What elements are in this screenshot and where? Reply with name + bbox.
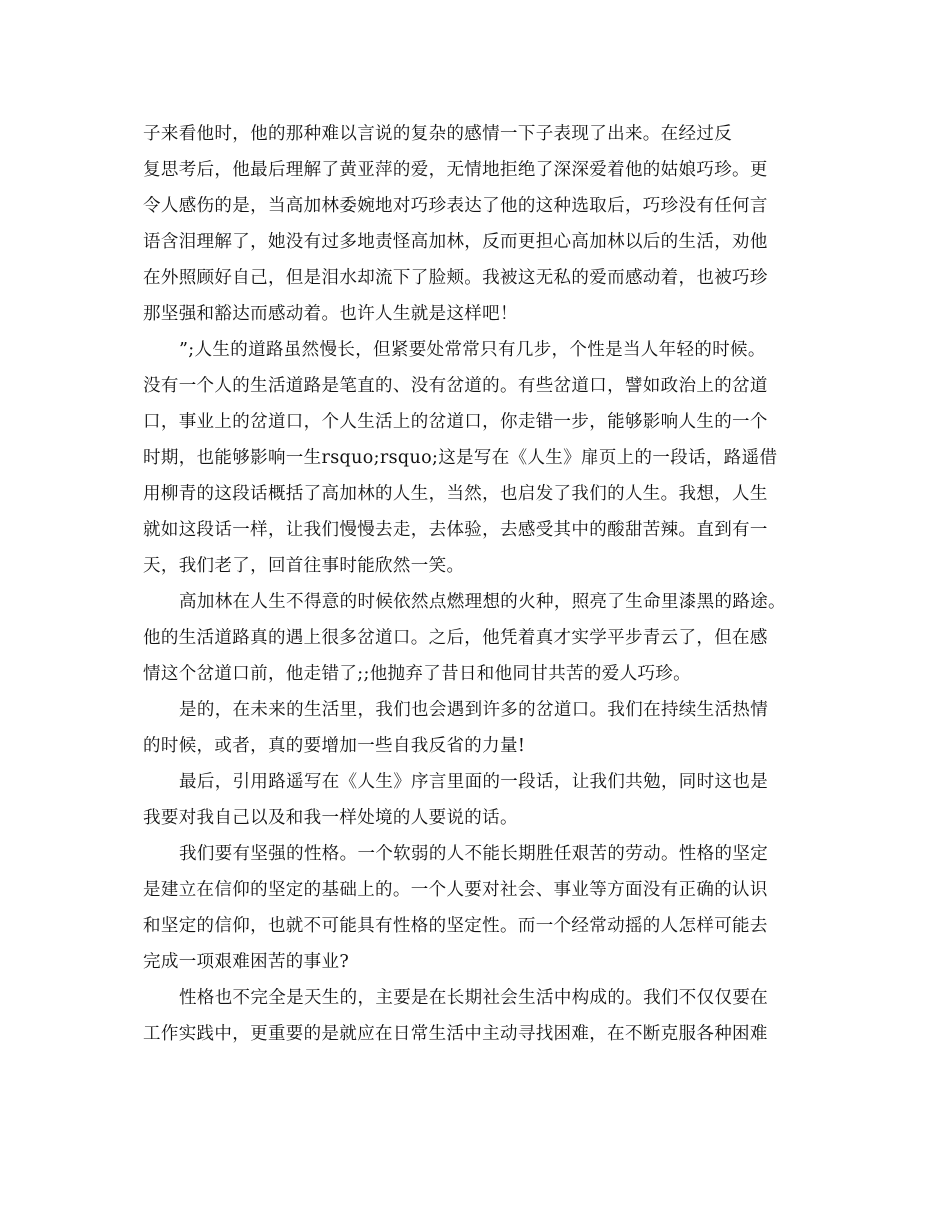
text-line: 没有一个人的生活道路是笔直的、没有岔道的。有些岔道口，譬如政治上的岔道 [143, 376, 768, 396]
paragraph-start-line: 高加林在人生不得意的时候依然点燃理想的火种，照亮了生命里漆黑的路途。 [179, 592, 786, 612]
text-line: 语含泪理解了，她没有过多地责怪高加林，反而更担心高加林以后的生活，劝他 [143, 232, 768, 252]
paragraph-start-line: 是的，在未来的生活里，我们也会遇到许多的岔道口。我们在持续生活热情 [179, 700, 769, 720]
text-line: 的时候，或者，真的要增加一些自我反省的力量! [143, 736, 526, 756]
paragraph-start-line: 性格也不完全是天生的，主要是在长期社会生活中构成的。我们不仅仅要在 [179, 988, 769, 1008]
text-line: 情这个岔道口前，他走错了;;他抛弃了昔日和他同甘共苦的爱人巧珍。 [143, 664, 691, 684]
document-body [143, 116, 808, 1052]
text-line: 工作实践中，更重要的是就应在日常生活中主动寻找困难，在不断克服各种困难 [143, 1024, 768, 1044]
text-line: 复思考后，他最后理解了黄亚萍的爱，无情地拒绝了深深爱着他的姑娘巧珍。更 [143, 160, 768, 180]
text-line: 就如这段话一样，让我们慢慢去走，去体验，去感受其中的酸甜苦辣。直到有一 [143, 520, 768, 540]
text-line: 天，我们老了，回首往事时能欣然一笑。 [143, 556, 465, 576]
text-line: 在外照顾好自己，但是泪水却流下了脸颊。我被这无私的爱而感动着，也被巧珍 [143, 268, 768, 288]
text-line: 完成一项艰难困苦的事业? [143, 952, 350, 972]
text-line: 他的生活道路真的遇上很多岔道口。之后，他凭着真才实学平步青云了，但在感 [143, 628, 768, 648]
text-line: 时期，也能够影响一生rsquo;rsquo;这是写在《人生》扉页上的一段话，路遥借 [143, 448, 778, 468]
text-line: 子来看他时，他的那种难以言说的复杂的感情一下子表现了出来。在经过反 [143, 124, 733, 144]
text-line: 口，事业上的岔道口，个人生活上的岔道口，你走错一步，能够影响人生的一个 [143, 412, 768, 432]
paragraph-start-line: 我们要有坚强的性格。一个软弱的人不能长期胜任艰苦的劳动。性格的坚定 [179, 844, 769, 864]
paragraph-start-line: ”;人生的道路虽然慢长，但紧要处常常只有几步，个性是当人年轻的时候。 [179, 340, 766, 360]
text-line: 令人感伤的是，当高加林委婉地对巧珍表达了他的这种选取后，巧珍没有任何言 [143, 196, 768, 216]
text-line: 和坚定的信仰，也就不可能具有性格的坚定性。而一个经常动摇的人怎样可能去 [143, 916, 768, 936]
paragraph-start-line: 最后，引用路遥写在《人生》序言里面的一段话，让我们共勉，同时这也是 [179, 772, 769, 792]
text-line: 那坚强和豁达而感动着。也许人生就是这样吧！ [143, 304, 518, 324]
text-line: 我要对我自己以及和我一样处境的人要说的话。 [143, 808, 518, 828]
text-line: 用柳青的这段话概括了高加林的人生，当然，也启发了我们的人生。我想，人生 [143, 484, 768, 504]
text-line: 是建立在信仰的坚定的基础上的。一个人要对社会、事业等方面没有正确的认识 [143, 880, 768, 900]
